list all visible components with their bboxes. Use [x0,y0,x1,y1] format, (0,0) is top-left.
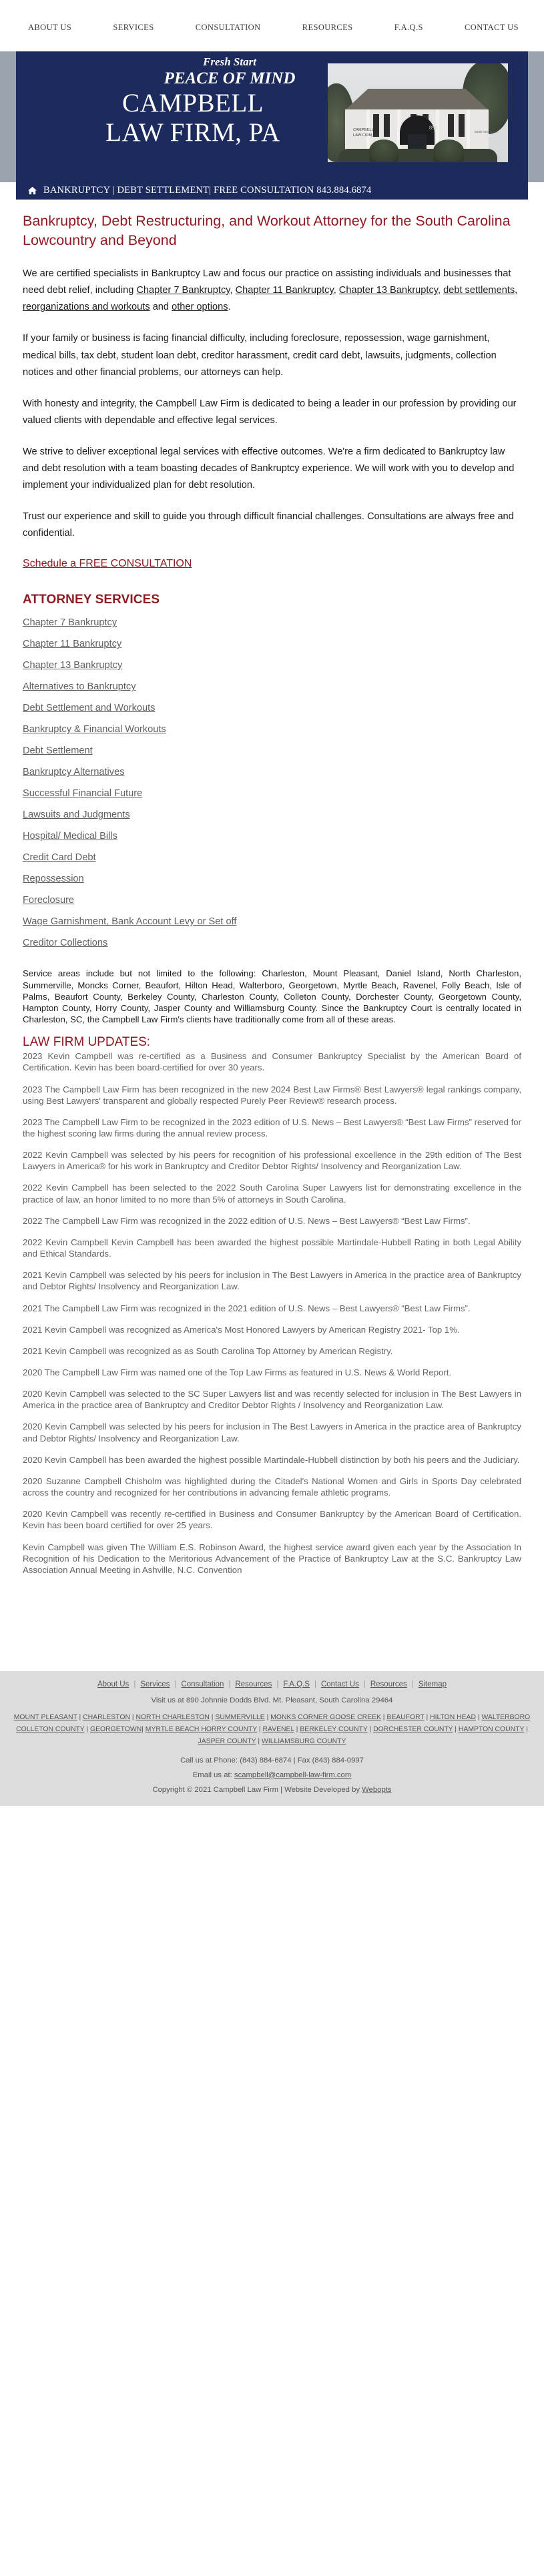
footer-phone-line: Call us at Phone: (843) 884-6874 | Fax (843) 884-0997 [180,1756,364,1764]
footer-developer-link[interactable]: Webopts [362,1785,392,1794]
photo-window [384,114,390,137]
intro-text-c: , [333,285,339,296]
nav-item-faqs[interactable] [394,19,423,33]
list-item [23,702,521,714]
home-icon [28,186,37,195]
photo-window [448,114,454,137]
footer-separator: | [314,1680,316,1689]
update-item: Kevin Campbell was given The William E.S. Robinson Award, the highest service award given each year by the Association In Recognition of his Dedication to the Meritorious Advancement of the Practice of Bankruptcy Law at the S.C. Bankruptcy Law Association Annual Meeting in Ashville, N.C. Convention [23,1542,521,1575]
footer-separator: | [228,1680,231,1689]
nav-item-services[interactable] [113,19,154,33]
service-link-credit-card-debt[interactable]: Credit Card Debt [23,852,96,864]
city-link-charleston[interactable]: CHARLESTON [83,1714,130,1722]
law-firm-updates-heading: LAW FIRM UPDATES: [23,1035,151,1050]
hero-tagline-line2: PEACE OF MIND [164,69,296,87]
footer-separator: | [276,1680,279,1689]
service-link-creditor-collections[interactable]: Creditor Collections [23,938,108,949]
list-item [23,787,521,799]
city-link-walterboro-colleton-county[interactable]: WALTERBORO COLLETON COUNTY [16,1714,531,1734]
city-link-north-charleston[interactable]: NORTH CHARLESTON [135,1714,210,1722]
primary-navigation [0,0,544,51]
footer-link-sitemap[interactable]: Sitemap [418,1680,447,1689]
contact-utility-bar-text: BANKRUPTCY | DEBT SETTLEMENT| FREE CONSULTATION 843.884.6874 [43,185,372,196]
list-item [23,809,521,821]
main-content [0,200,544,1671]
firm-name-line1: CAMPBELL [121,89,264,117]
update-item: 2020 Kevin Campbell has been awarded the highest possible Martindale-Hubbell distinction by both his peers and the Judiciary. [23,1454,520,1465]
footer-link-contact-us[interactable]: Contact Us [320,1680,359,1689]
service-link-alternatives-to-bankruptcy[interactable]: Alternatives to Bankruptcy [23,681,136,693]
service-link-chapter-7-bankruptcy[interactable]: Chapter 7 Bankruptcy [23,617,117,629]
list-item [23,745,521,757]
intro-text-d: , [437,285,444,296]
footer-address: Visit us at 890 Johnnie Dodds Blvd. Mt. Pleasant, South Carolina 29464 [151,1696,393,1705]
attorney-services-list [23,617,521,949]
city-link-hilton-head[interactable]: HILTON HEAD [430,1714,476,1722]
city-link-monks-corner-goose-creek[interactable]: MONKS CORNER GOOSE CREEK [270,1714,381,1722]
service-link-repossession[interactable]: Repossession [23,874,84,885]
service-link-debt-settlement-and-workouts[interactable]: Debt Settlement and Workouts [23,703,156,714]
office-building-photo [328,63,508,162]
list-item [23,723,521,735]
intro-paragraph-5: Trust our experience and skill to guide you through difficult financial challenges. Consultations are always free and confidential. [23,511,514,539]
city-link-berkeley-county[interactable]: BERKELEY COUNTY [300,1726,368,1734]
service-link-lawsuits-and-judgments[interactable]: Lawsuits and Judgments [23,810,130,821]
intro-paragraph-3: With honesty and integrity, the Campbell Law Firm is dedicated to being a leader in our profession by providing our valued clients with dependable and effective legal services. [23,398,517,426]
update-item: 2021 The Campbell Law Firm was recognized in the 2021 edition of U.S. News – Best Lawyers® “Best Law Firms”. [23,1303,471,1313]
update-item: 2023 The Campbell Law Firm has been recognized in the new 2024 Best Law Firms® Best Lawyers® legal rankings company, using Best Lawyers' transparent and globally respected Purely Peer Review® research process. [23,1084,521,1106]
service-link-successful-financial-future[interactable]: Successful Financial Future [23,788,143,799]
list-item [23,830,521,842]
update-item: 2021 Kevin Campbell was selected by his peers for inclusion in The Best Lawyers in America in the practice area of Bankruptcy and Debtor Rights/ Insolvency and Reorganization Law. [23,1270,521,1292]
service-link-hospital-medical-bills[interactable]: Hospital/ Medical Bills [23,831,117,842]
link-chapter-7-bankruptcy[interactable]: Chapter 7 Bankruptcy [136,285,230,296]
contact-utility-bar[interactable] [16,182,528,200]
nav-item-about-us[interactable] [28,19,71,33]
attorney-services-heading: ATTORNEY SERVICES [23,593,160,607]
link-chapter-13-bankruptcy[interactable]: Chapter 13 Bankruptcy [338,285,438,296]
list-item [23,894,521,906]
nav-item-about-us-label: ABOUT US [28,23,72,32]
city-link-mount-pleasant[interactable]: MOUNT PLEASANT [13,1714,77,1722]
photo-street-number: 890 [429,125,437,131]
update-item: 2020 Kevin Campbell was selected by his peers for inclusion in The Best Lawyers in America in the practice area of Bankruptcy and Debtor Rights/ Insolvency and Reorganization Law. [23,1421,521,1443]
photo-firm-sign: CAMPBELL LAW FIRM, PA [353,128,380,138]
link-other-options[interactable]: other options [172,302,228,313]
list-item [23,659,521,671]
nav-item-contact-us-label: CONTACT US [465,23,519,32]
photo-roof [345,89,489,110]
footer-copyright [13,1786,531,1794]
hero-left-gutter [0,51,16,182]
update-item: 2023 Kevin Campbell was re-certified as a Business and Consumer Bankruptcy Specialist by the American Board of Certification. Kevin has been board-certified for over 30 years. [23,1051,521,1073]
footer-city-links: MOUNT PLEASANT | CHARLESTON | NORTH CHARLESTON | SUMMERVILLE | MONKS CORNER GOOSE CREEK | BEAUFORT | HILTON HEAD | WALTERBORO COLLETON COUNTY | GEORGETOWN| MYRTLE BEACH HORRY COUNTY | RAVENEL | BERKELEY COUNTY | DORCHESTER COUNTY | HAMPTON COUNTY | JASPER COUNTY | WILLIAMSBURG COUNTY [13,1714,531,1746]
nav-item-consultation[interactable] [196,19,261,33]
photo-hedge [338,149,497,162]
city-link-myrtle-beach-horry-county[interactable]: MYRTLE BEACH HORRY COUNTY [145,1726,258,1734]
list-item [23,937,521,949]
footer-link-resources-2[interactable]: Resources [370,1680,407,1689]
city-link-beaufort[interactable]: BEAUFORT [386,1714,425,1722]
hero-tagline-line1: Fresh Start [203,55,256,68]
firm-name-line2: LAW FIRM, PA [105,117,280,147]
page-title: Bankruptcy, Debt Restructuring, and Workout Attorney for the South Carolina Lowcountry and Beyond [23,213,511,248]
update-item: 2020 Suzanne Campbell Chisholm was highlighted during the Citadel's National Women and Girls in Sports Day celebrated across the country and recognized for her contributions in advancing female athletic programs. [23,1476,521,1498]
footer-email-link[interactable]: scampbell@campbell-law-firm.com [234,1770,352,1779]
list-item [23,852,521,864]
photo-secondary-sign: Smith Associates [474,130,497,133]
hero-banner [16,51,528,182]
city-link-summerville[interactable]: SUMMERVILLE [215,1714,265,1722]
photo-window [459,114,465,137]
update-item: 2020 Kevin Campbell was selected to the SC Super Lawyers list and was recently selected for inclusion in The Best Lawyers in America in the practice area of Bankruptcy and Creditor Debtor Rights / Insolvency and Reorganization Law. [23,1389,521,1411]
nav-item-services-label: SERVICES [113,23,154,32]
intro-text-f: . [228,302,231,313]
service-link-wage-garnishment[interactable]: Wage Garnishment, Bank Account Levy or Set off [23,916,237,928]
list-item [23,916,521,928]
footer-navigation [13,1680,531,1688]
footer-separator: | [133,1680,136,1689]
hero-right-gutter [528,51,544,182]
city-link-ravenel[interactable]: RAVENEL [262,1726,294,1734]
intro-text-b: , [230,285,236,296]
service-link-debt-settlement[interactable]: Debt Settlement [23,745,93,757]
update-item: 2020 Kevin Campbell was recently re-certified in Business and Consumer Bankruptcy by the American Board of Certification. Kevin has been board certified for over 25 years. [23,1509,521,1531]
service-link-chapter-11-bankruptcy[interactable]: Chapter 11 Bankruptcy [23,639,122,650]
update-item: 2021 Kevin Campbell was recognized as as South Carolina Top Attorney by American Registry. [23,1345,393,1356]
service-link-foreclosure[interactable]: Foreclosure [23,895,75,906]
update-item: 2021 Kevin Campbell was recognized as America's Most Honored Lawyers by American Registry 2021- Top 1%. [23,1324,460,1335]
bottom-spacer [23,1586,521,1671]
list-item [23,638,521,650]
update-item: 2022 Kevin Campbell Kevin Campbell has been awarded the highest possible Martindale-Hubbell Rating in both Legal Ability and Ethical Standards. [23,1237,521,1259]
footer-separator: | [411,1680,414,1689]
list-item [23,681,521,693]
list-item [23,617,521,629]
footer-email-prefix: Email us at: [192,1770,234,1779]
footer-link-faqs[interactable]: F.A.Q.S [283,1680,310,1689]
primary-navigation-list [0,0,544,51]
nav-item-consultation-label: CONSULTATION [195,23,261,32]
nav-item-resources-label: RESOURCES [302,23,353,32]
update-item: 2022 The Campbell Law Firm was recognized in the 2022 edition of U.S. News – Best Lawyers® “Best Law Firms”. [23,1215,471,1226]
list-item [23,873,521,885]
city-link-williamsburg-county[interactable]: WILLIAMSBURG COUNTY [262,1738,346,1746]
service-areas-paragraph: Service areas include but not limited to the following: Charleston, Mount Pleasant, Daniel Island, North Charleston, Summerville, Moncks Corner, Beaufort, Hilton Head, Walterboro, Georgetown, Myrtle Beach, Ravenel, Folly Beach, Isle of Palms, Beaufort County, Berkeley County, Charleston County, Colleton County, Dorchester County, Georgetown County, Hampton County, Horry County, Jasper County and Williamsburg County. Since the Bankruptcy Court is centrally located in Charleston, SC, the Campbell Law Firm's clients have traditionally come from all of these areas. [23,968,521,1025]
update-item: 2020 The Campbell Law Firm was named one of the Top Law Firms as featured in U.S. News & World Report. [23,1367,452,1377]
city-link-hampton-county[interactable]: HAMPTON COUNTY [458,1726,525,1734]
footer-link-about-us[interactable]: About Us [97,1680,129,1689]
footer-email-line [13,1771,531,1779]
update-item: 2023 The Campbell Law Firm to be recognized in the 2023 edition of U.S. News – Best Lawyers® “Best Law Firms” reserved for the highest scoring law firms during the annual review process. [23,1116,521,1139]
intro-paragraph-2: If your family or business is facing financial difficulty, including foreclosure, repossession, wage garnishment, medical bills, tax debt, student loan debt, creditor harassment, credit card debt, lawsuits, judgments, collection notices and other financial problems, our attorneys can help. [23,333,497,378]
intro-paragraph-1 [23,266,521,316]
link-chapter-11-bankruptcy[interactable]: Chapter 11 Bankruptcy [235,285,334,296]
intro-text-e: and [150,302,172,313]
hero-banner-wrapper [0,51,544,182]
service-link-bankruptcy-financial-workouts[interactable]: Bankruptcy & Financial Workouts [23,724,166,735]
update-item: 2022 Kevin Campbell was selected by his peers for recognition of his professional excellence in the 29th edition of The Best Lawyers in America® for his work in Bankruptcy and Creditor Debtor Rights/ Insolvency and Reorganization Law. [23,1150,521,1172]
footer-link-resources[interactable]: Resources [235,1680,272,1689]
footer-separator: | [174,1680,177,1689]
footer-separator: | [363,1680,366,1689]
schedule-consultation-link[interactable]: Schedule a FREE CONSULTATION [23,558,192,570]
photo-bush [369,139,398,162]
nav-item-resources[interactable] [302,19,353,33]
intro-paragraph-4: We strive to deliver exceptional legal services with effective outcomes. We're a firm dedicated to Bankruptcy law and debt resolution with a team boasting decades of Bankruptcy experience. We will work with you to develop and implement your individualized plan for debt resolution. [23,446,515,491]
link-debt-settlements[interactable]: debt settlements, reorganizations and workouts [23,285,518,313]
photo-bush [433,139,464,162]
firm-name-logo[interactable] [36,89,350,147]
service-link-bankruptcy-alternatives[interactable]: Bankruptcy Alternatives [23,767,125,778]
city-link-dorchester-county[interactable]: DORCHESTER COUNTY [373,1726,453,1734]
site-footer [0,1671,544,1806]
update-item: 2022 Kevin Campbell has been selected to the 2022 South Carolina Super Lawyers list for demonstrating excellence in the practice of law, an honor limited to no more than 5% of attorneys in South Carolina. [23,1183,521,1205]
nav-item-contact-us[interactable] [465,19,519,33]
intro-text-a: We are certified specialists in Bankruptcy Law and focus our practice on assisting individuals and businesses that need debt relief, including [23,268,511,296]
nav-item-faqs-label: F.A.Q.S [394,23,423,32]
city-link-georgetown[interactable]: GEORGETOWN [90,1726,142,1734]
list-item [23,766,521,778]
footer-link-consultation[interactable]: Consultation [181,1680,224,1689]
service-link-chapter-13-bankruptcy[interactable]: Chapter 13 Bankruptcy [23,660,123,671]
footer-copyright-text: Copyright © 2021 Campbell Law Firm | Website Developed by [152,1785,362,1794]
footer-link-services[interactable]: Services [140,1680,170,1689]
city-link-jasper-county[interactable]: JASPER COUNTY [198,1738,256,1746]
